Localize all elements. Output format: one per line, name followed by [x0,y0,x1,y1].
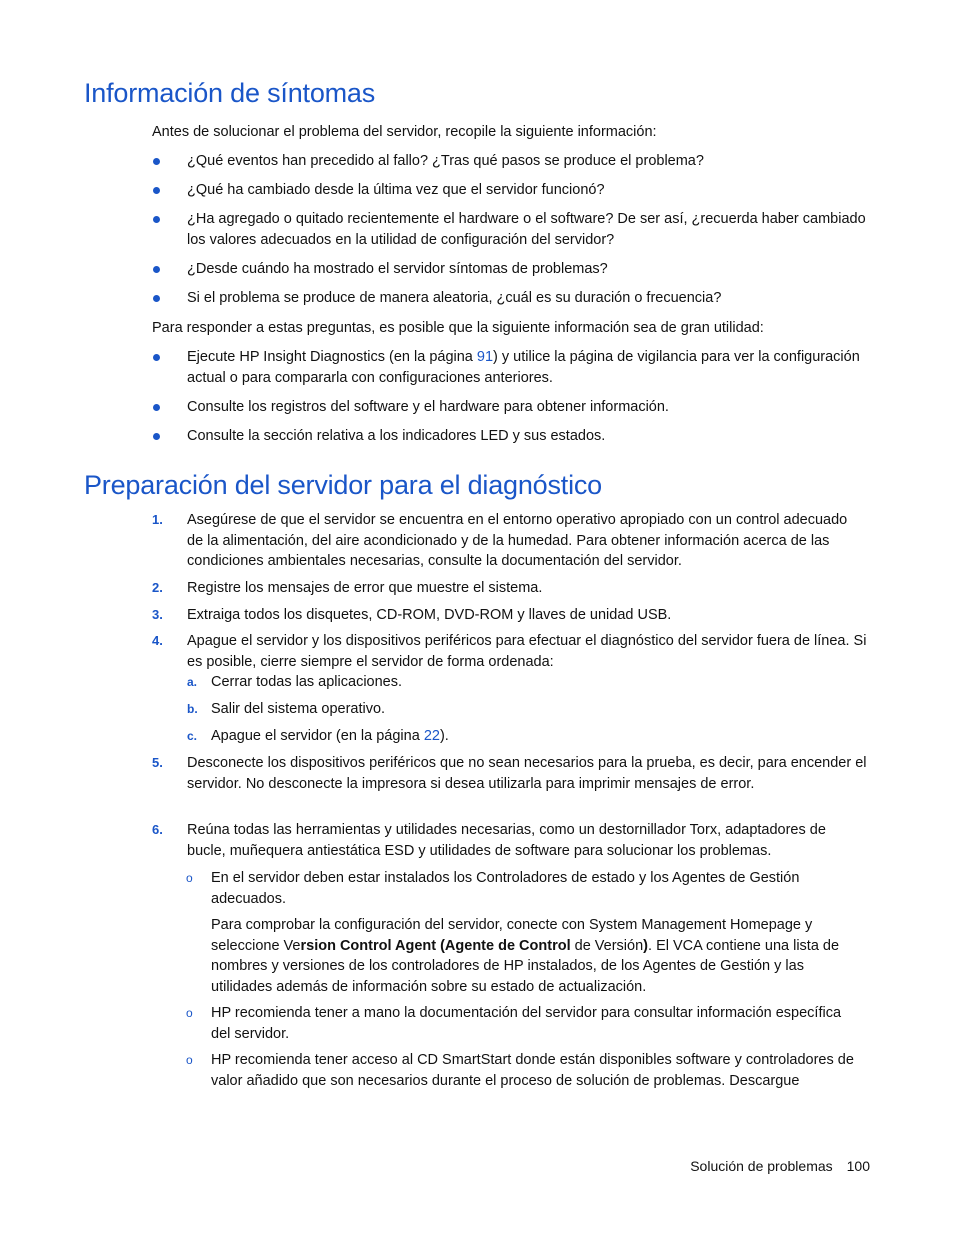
step-text: Reúna todas las herramientas y utilidades necesarias, como un destornillador Torx, adaptadores de bucle, muñequera antiestática ESD y utilidades de software para solucionar los problemas. [187,822,826,859]
page-number: 100 [846,1158,870,1174]
section-title-preparation: Preparación del servidor para el diagnóstico [84,470,603,500]
substep-text: Cerrar todas las aplicaciones. [211,674,403,690]
list-item: ¿Ha agregado o quitado recientemente el hardware o el software? De ser así, ¿recuerda haber cambiado los valores adecuados en la utilidad de configuración del servidor? [187,211,866,248]
bullet-icon [153,404,160,411]
substep-letter: c. [187,729,198,743]
list-item: Si el problema se produce de manera aleatoria, ¿cuál es su duración o frecuencia? [187,290,722,306]
substep-letter: a. [187,675,198,689]
step-text: Registre los mensajes de error que muestre el sistema. [187,580,543,596]
step-number: 6. [152,822,163,837]
footer-section: Solución de problemas [690,1158,833,1174]
list-item: ¿Qué ha cambiado desde la última vez que el servidor funcionó? [187,182,605,198]
bullet-icon [153,295,160,302]
bullet-icon [153,158,160,165]
bullet-icon [153,433,160,440]
circle-bullet-icon: o [186,871,193,885]
step-number: 3. [152,607,163,622]
list-item: ¿Desde cuándo ha mostrado el servidor síntomas de problemas? [187,261,608,277]
substep-text: Salir del sistema operativo. [211,701,386,717]
bullet-icon [153,216,160,223]
intro-paragraph: Antes de solucionar el problema del servidor, recopile la siguiente información: [152,124,657,140]
page-link-22[interactable]: 22 [423,728,440,744]
substep-paragraph: Para comprobar la configuración del servidor, conecte con System Management Homepage y seleccione Version Control Agent (Agente de Control de Versión). El VCA contiene una lista de nombres y versiones de los controladores de HP instalados, de los Agentes de Gestión y las utilidades además de información sobre su estado de actualización. [211,917,840,995]
step-text: Asegúrese de que el servidor se encuentra en el entorno operativo apropiado con un control adecuado de la alimentación, del aire acondicionado y de la humedad. Para obtener información acerca de las condiciones ambientales necesarias, consulte la documentación del servidor. [187,512,848,569]
circle-bullet-icon: o [186,1006,193,1020]
list-item: ¿Qué eventos han precedido al fallo? ¿Tras qué pasos se produce el problema? [187,153,704,169]
step-text: Desconecte los dispositivos periféricos que no sean necesarios para la prueba, es decir, para encender el servidor. No desconecte la impresora si desea utilizarla para imprimir mensajes de error. [187,755,867,792]
step-number: 4. [152,633,163,648]
page-footer [690,1158,870,1174]
section-title-symptoms: Información de síntomas [84,78,376,108]
step-number: 1. [152,512,163,527]
bullet-icon [153,354,160,361]
substep-text: HP recomienda tener acceso al CD SmartStart donde están disponibles software y controladores de valor añadido que son necesarios durante el proceso de solución de problemas. Descargue [211,1052,854,1089]
step-number: 2. [152,580,163,595]
list-item: Consulte la sección relativa a los indicadores LED y sus estados. [187,428,606,444]
substep-text: Apague el servidor (en la página 22). [211,728,449,744]
substep-letter: b. [187,702,198,716]
list-item: Ejecute HP Insight Diagnostics (en la página 91) y utilice la página de vigilancia para ver la configuración actual o para compararla con configuraciones anteriores. [187,349,860,386]
step-text: Apague el servidor y los dispositivos periféricos para efectuar el diagnóstico del servidor fuera de línea. Si es posible, cierre siempre el servidor de forma ordenada: [187,633,867,670]
page-link-91[interactable]: 91 [476,349,494,365]
substep-text: HP recomienda tener a mano la documentación del servidor para consultar información específica del servidor. [211,1005,842,1042]
circle-bullet-icon: o [186,1053,193,1067]
substep-text: En el servidor deben estar instalados los Controladores de estado y los Agentes de Gestión adecuados. [211,870,800,907]
list-item: Consulte los registros del software y el hardware para obtener información. [187,399,669,415]
intro-paragraph-2: Para responder a estas preguntas, es posible que la siguiente información sea de gran utilidad: [152,320,764,336]
bullet-icon [153,266,160,273]
bullet-icon [153,187,160,194]
step-text: Extraiga todos los disquetes, CD-ROM, DVD-ROM y llaves de unidad USB. [187,607,672,623]
step-number: 5. [152,755,163,770]
